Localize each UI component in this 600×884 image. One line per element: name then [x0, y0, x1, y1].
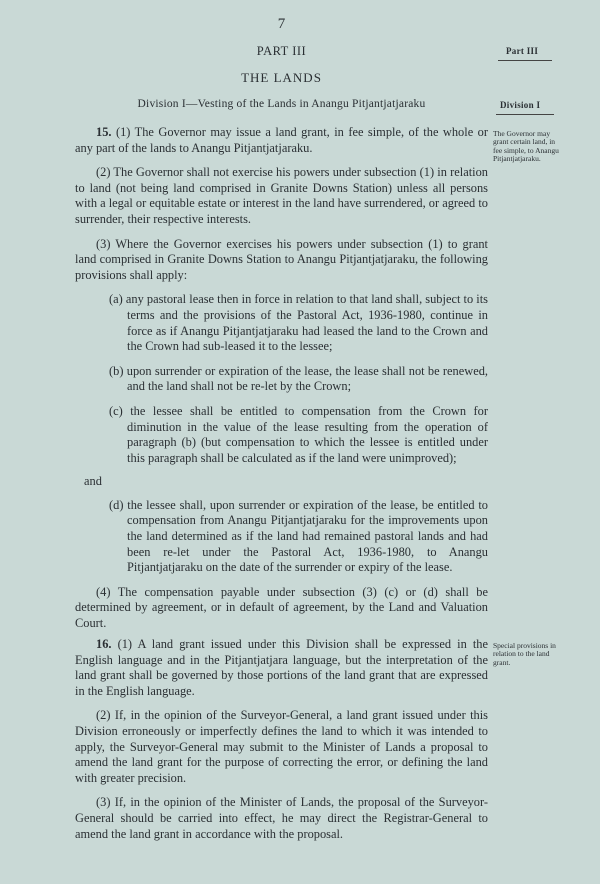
paragraph-c: (c) the lessee shall be entitled to compensation from the Crown for diminution in the value of the lease resulting from the operation of paragraph (b) (but compensation to which the lessee is entitled under this paragraph shall be calculated as if the land were unimproved);: [109, 403, 488, 465]
paragraph-d: (d) the lessee shall, upon surrender or expiration of the lease, be entitled to compensation from Anangu Pitjantjatjaraku for the improvements upon the land determined as if the land had remained pastoral lands and had been re-let under the Pastoral Act, 1936-1980, to Anangu Pitjantjatjaraku on the date of the surrender or expiry of the lease.: [109, 497, 488, 575]
section-16-number: 16.: [96, 637, 112, 651]
conjunction-and: and: [84, 474, 102, 489]
paragraph-b: (b) upon surrender or expiration of the lease, the lease shall not be renewed, and the land shall not be re-let by the Crown;: [109, 363, 488, 394]
part-heading: PART III: [256, 44, 307, 58]
section-15-subsection-3: (3) Where the Governor exercises his powers under subsection (1) to grant land comprised in Granite Downs Station to Anangu Pitjantjatjaraku, the following provisions shall apply:: [75, 236, 488, 282]
section-16-subsection-3: (3) If, in the opinion of the Minister of Lands, the proposal of the Surveyor-General should be carried into effect, he may direct the Registrar-General to amend the land grant in accordance with the proposal.: [75, 795, 488, 841]
section-15-number: 15.: [96, 125, 112, 139]
paragraph-a: (a) any pastoral lease then in force in relation to that land shall, subject to its terms and the provisions of the Pastoral Act, 1936-1980, continue in force as if Anangu Pitjantjatjaraku had leased the land to the Crown and the Crown had sub-leased it to the lessee;: [109, 292, 488, 354]
part-marginal-rule: [498, 60, 552, 61]
section-15-subsection-4: (4) The compensation payable under subsection (3) (c) or (d) shall be determined by agreement, or in default of agreement, by the Land and Valuation Court.: [75, 584, 488, 631]
page-number: 7: [277, 16, 286, 32]
section-15: [75, 125, 488, 632]
division-heading: Division I—Vesting of the Lands in Anangu Pitjantjatjaraku: [137, 98, 426, 110]
section-15-marginal-note: The Governor may grant certain land, in fee simple, to Anangu Pitjantjatjaraku.: [493, 129, 559, 163]
part-marginal-note: Part III: [506, 46, 539, 56]
section-16-marginal-note: Special provisions in relation to the land grant.: [493, 641, 556, 667]
section-15-subsection-1: 15. (1) The Governor may issue a land grant, in fee simple, of the whole or any part of the lands to Anangu Pitjantjatjaraku.: [75, 125, 488, 155]
division-marginal-note: Division I: [500, 100, 541, 110]
lands-heading: THE LANDS: [241, 70, 322, 85]
section-16-subsection-2: (2) If, in the opinion of the Surveyor-General, a land grant issued under this Division erroneously or imperfectly defines the land to which it was intended to apply, the Surveyor-General may submit to the Minister of Lands a proposal to amend the land grant for the purpose of correcting the error, or defining the land with greater precision.: [75, 708, 488, 785]
section-16: [75, 637, 488, 842]
section-16-subsection-1: 16. (1) A land grant issued under this Division shall be expressed in the English language and in the Pitjantjatjara language, but the interpretation of the land grant shall be governed by those portions of the land grant that are expressed in the English language.: [75, 637, 488, 698]
section-15-subsection-2: (2) The Governor shall not exercise his powers under subsection (1) in relation to land (not being land comprised in Granite Downs Station) unless all persons with a legal or equitable estate or interest in the land have surrendered, or agreed to surrender, their respective interests.: [75, 165, 488, 226]
division-marginal-rule: [496, 114, 554, 115]
